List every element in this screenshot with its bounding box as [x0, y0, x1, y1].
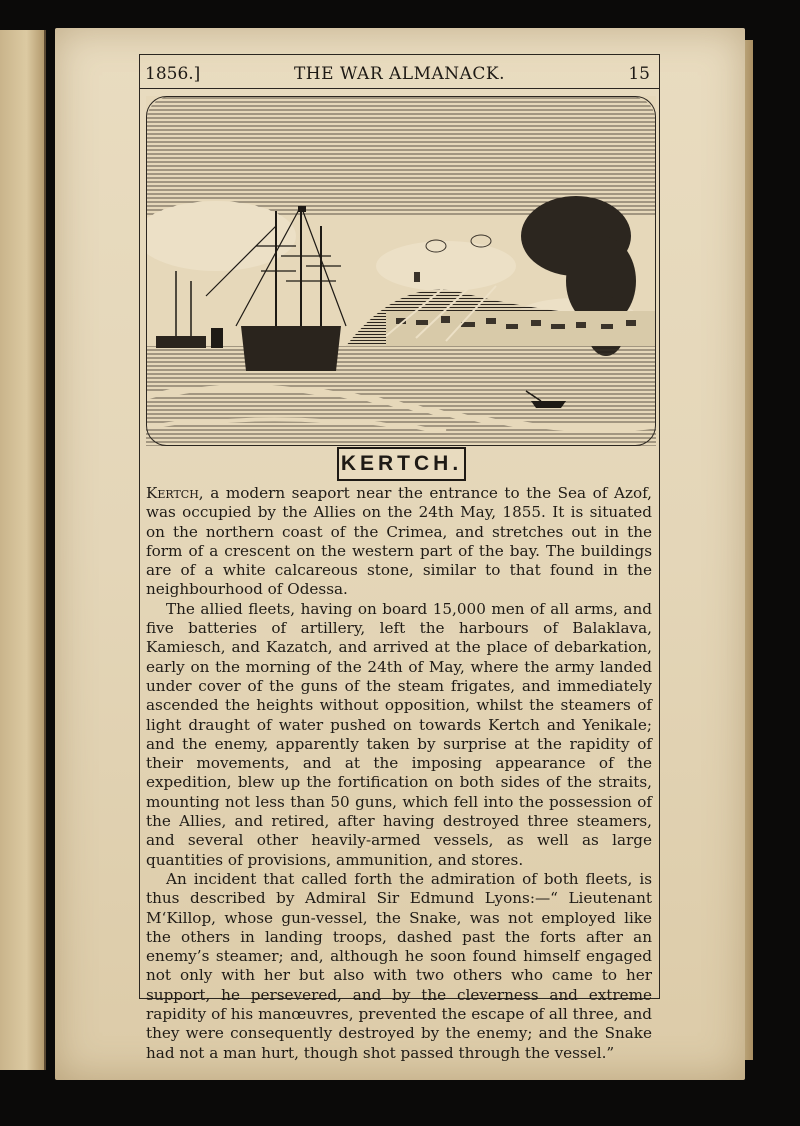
caption-box: [337, 447, 466, 481]
header-year: 1856.]: [145, 64, 201, 84]
running-head: [139, 58, 660, 89]
paragraph-1-text: a modern seaport near the entrance to the Sea of Azof, was occupied by the Allies on the 24th May, 1855. It is situated on the northern coast of the Crimea, and stretches out in the form of a crescent on the western part of the bay. The buildings are of a white calcareous stone, similar to that found in the neighbourhood of Odessa.: [146, 484, 652, 599]
paragraph-2: The allied fleets, having on board 15,000 men of all arms, and five batteries of artillery, left the harbours of Balaklava, Kamiesch, and Kazatch, and arrived at the place of debarkation, early on the morning of the 24th of May, where the army landed under cover of the guns of the steam frigates, and immediately ascended the heights without opposition, whilst the steamers of light draught of water pushed on towards Kertch and Yenikale; and the enemy, apparently taken by surprise at the rapidity of their movements, and at the imposing appearance of the expedition, blew up the fortification on both sides of the straits, mounting not less than 50 guns, which fell into the possession of the Allies, and retired, after having destroyed three steamers, and several other heavily-armed vessels, as well as large quantities of provisions, ammunition, and stores.: [146, 599, 652, 869]
paragraph-3: An incident that called forth the admiration of both fleets, is thus described by Admiral Sir Edmund Lyons:—“ Lieutenant M‘Killop, whose gun-vessel, the Snake, was not employed like the others in landing troops, dashed past the forts after an enemy’s steamer; and, although he soon found himself engaged not only with her but also with two others who came to her support, he persevered, and by the cleverness and extreme rapidity of his manœuvres, prevented the escape of all three, and they were consequently destroyed by the enemy; and the Snake had not a man hurt, though shot passed through the vessel.”: [146, 869, 652, 1062]
paragraph-1: [146, 484, 652, 600]
lead-word: Kertch,: [146, 484, 204, 502]
page-number: 15: [628, 64, 650, 84]
kertch-engraving: [146, 96, 656, 446]
header-title: THE WAR ALMANACK.: [293, 64, 506, 84]
water: [146, 346, 656, 446]
facing-page-edge: [0, 30, 46, 1070]
illustration-caption: KERTCH.: [340, 452, 463, 475]
article-body: [146, 484, 652, 1063]
